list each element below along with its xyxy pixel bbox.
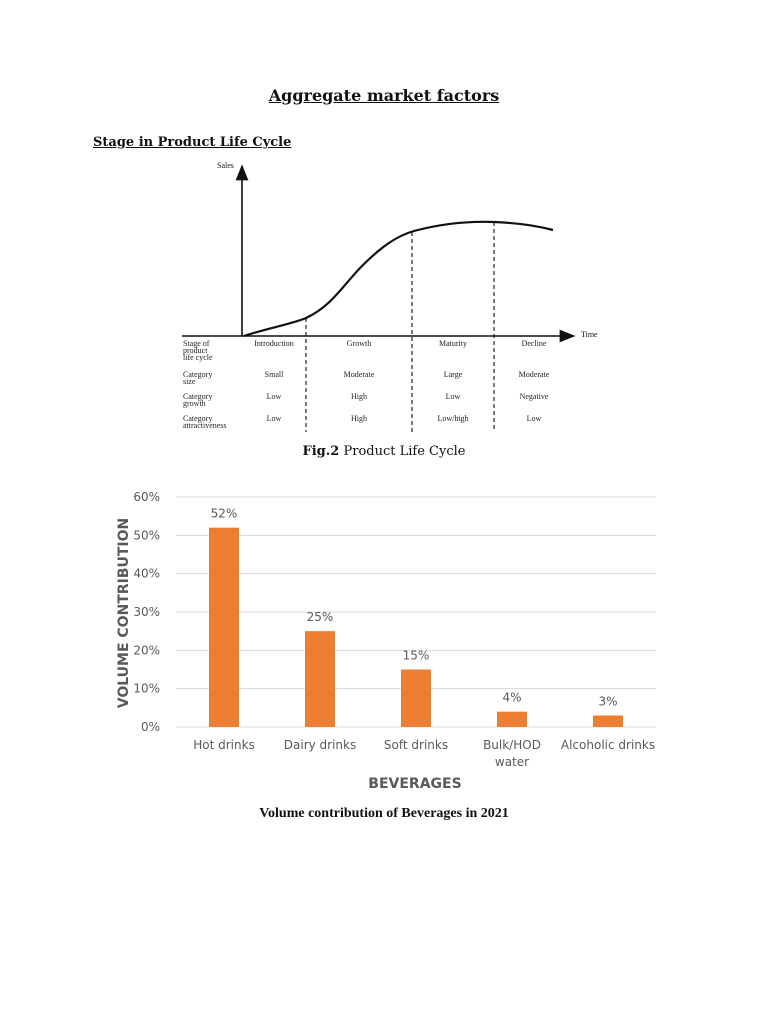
bar: [401, 670, 431, 728]
row-label: life cycle: [183, 353, 213, 362]
table-cell: High: [351, 392, 367, 401]
row-label: product: [183, 346, 208, 355]
table-cell: Low/high: [437, 414, 469, 423]
data-label: 3%: [598, 694, 618, 709]
table-cell: Low: [266, 414, 282, 423]
y-tick-label: 40%: [133, 566, 160, 581]
y-tick-label: 0%: [140, 720, 160, 734]
y-axis-label: Sales: [217, 161, 234, 170]
y-tick-label: 20%: [133, 643, 160, 658]
table-cell: Introduction: [254, 339, 294, 348]
stage-table: [183, 339, 550, 430]
table-cell: Low: [266, 392, 282, 401]
data-label: 52%: [210, 506, 238, 521]
row-label: growth: [183, 399, 206, 408]
table-cell: Moderate: [518, 370, 550, 379]
row-label: Category: [183, 392, 213, 401]
x-tick-label: Bulk/HOD: [483, 738, 541, 752]
row-label: size: [183, 377, 196, 386]
row-label: Stage of: [183, 339, 210, 348]
data-label: 25%: [306, 610, 334, 625]
table-cell: Decline: [521, 339, 547, 348]
bar: [209, 528, 239, 727]
beverages-bar-chart: [0, 480, 768, 800]
row-label: Category: [183, 370, 213, 379]
x-tick-label: Dairy drinks: [283, 738, 357, 752]
table-cell: Low: [526, 414, 542, 423]
bar: [593, 716, 623, 728]
row-label: attractiveness: [183, 421, 227, 430]
y-tick-label: 50%: [133, 528, 160, 543]
y-tick-label: 60%: [133, 490, 160, 504]
page-title: Aggregate market factors: [268, 86, 500, 105]
sales-curve: [244, 222, 553, 336]
table-cell: Large: [443, 370, 463, 379]
table-cell: Negative: [519, 392, 549, 401]
table-cell: High: [351, 414, 367, 423]
y-axis-title: VOLUME CONTRIBUTION: [116, 517, 132, 709]
table-cell: Small: [264, 370, 284, 379]
table-cell: Growth: [346, 339, 372, 348]
figure-caption-text: Product Life Cycle: [339, 444, 466, 459]
table-cell: Maturity: [439, 339, 467, 348]
table-cell: Low: [445, 392, 461, 401]
table-cell: Moderate: [343, 370, 375, 379]
product-life-cycle-diagram: [0, 150, 768, 435]
y-tick-label: 10%: [133, 681, 160, 696]
data-label: 15%: [402, 648, 430, 663]
x-axis-label: Time: [581, 330, 598, 339]
row-label: Category: [183, 414, 213, 423]
chart-caption: Volume contribution of Beverages in 2021: [259, 806, 509, 821]
x-axis-title: BEVERAGES: [368, 776, 462, 792]
x-tick-label: Hot drinks: [193, 738, 255, 752]
x-tick-label: water: [494, 755, 530, 769]
x-tick-label: Soft drinks: [383, 738, 449, 752]
bar: [497, 712, 527, 727]
data-label: 4%: [502, 690, 522, 705]
section-heading: Stage in Product Life Cycle: [93, 135, 292, 150]
x-tick-label: Alcoholic drinks: [560, 738, 656, 752]
figure-number: Fig.2: [302, 444, 340, 459]
bar: [305, 631, 335, 727]
y-tick-label: 30%: [133, 605, 160, 619]
figure-caption: [0, 444, 768, 459]
